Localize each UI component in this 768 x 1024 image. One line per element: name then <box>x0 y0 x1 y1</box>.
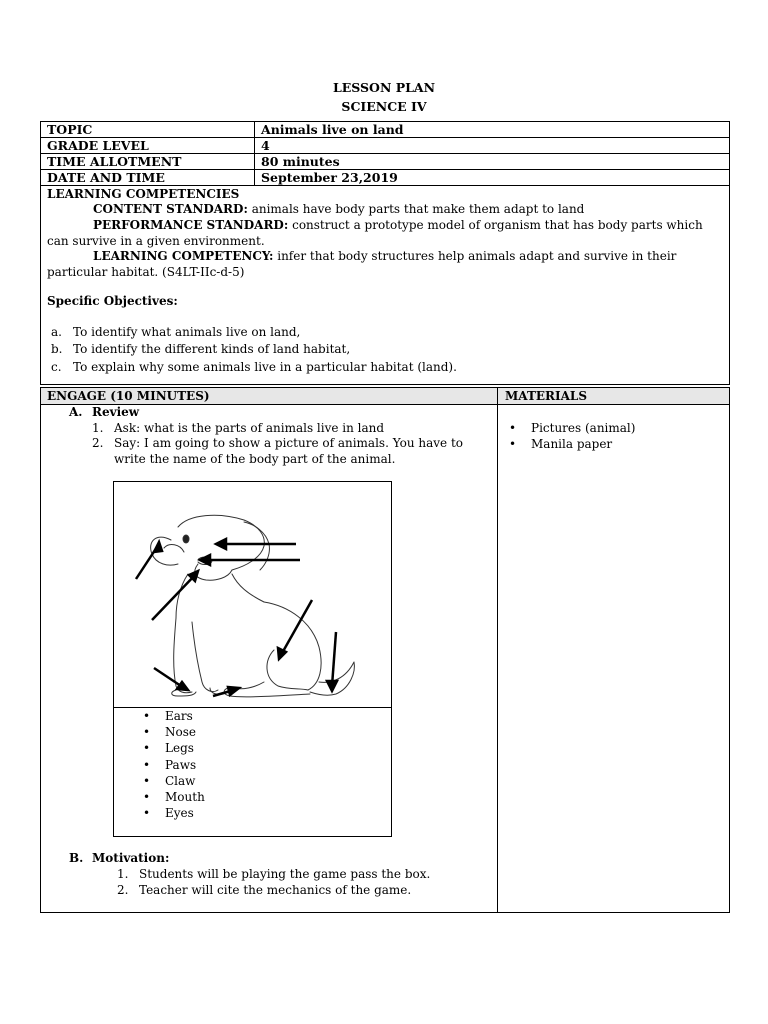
info-value: Animals live on land <box>255 122 730 138</box>
motivation-step <box>117 866 430 882</box>
dog-illustration <box>114 482 391 707</box>
material-item: • Pictures (animal) <box>505 420 635 436</box>
info-key: TIME ALLOTMENT <box>41 154 255 170</box>
objective-letter: b. <box>51 342 63 356</box>
body-part-item: • Legs <box>139 740 205 756</box>
step-text: Students will be playing the game pass the box. <box>139 867 431 881</box>
motivation-step <box>117 882 411 898</box>
objective-text: To identify what animals live on land, <box>73 325 301 339</box>
body-part-item: • Eyes <box>139 805 205 821</box>
body-part-item: • Paws <box>139 757 205 773</box>
step-number: 2. <box>92 436 104 450</box>
info-row-date-time <box>41 170 730 186</box>
objective-item <box>51 359 457 375</box>
review-step-continued: write the name of the body part of the animal. <box>114 452 396 466</box>
step-number: 2. <box>117 883 129 897</box>
info-row-topic <box>41 122 730 138</box>
body-parts-list <box>139 708 205 821</box>
performance-standard-continued: can survive in a given environment. <box>47 234 265 248</box>
engage-section <box>40 387 730 913</box>
step-text: Teacher will cite the mechanics of the game. <box>139 883 412 897</box>
info-value: 80 minutes <box>255 154 730 170</box>
material-item: • Manila paper <box>505 436 635 452</box>
objective-text: To identify the different kinds of land habitat, <box>73 342 351 356</box>
step-text: Say: I am going to show a picture of animals. You have to <box>114 436 463 450</box>
content-standard-text: animals have body parts that make them adapt to land <box>247 202 585 216</box>
content-standard <box>93 201 584 217</box>
body-parts-figure <box>113 481 392 837</box>
motivation-label <box>69 850 169 866</box>
info-key: DATE AND TIME <box>41 170 255 186</box>
engage-heading: ENGAGE (10 MINUTES) <box>47 389 210 403</box>
info-value: 4 <box>255 138 730 154</box>
performance-standard-text: construct a prototype model of organism that has body parts which <box>288 218 703 232</box>
objective-letter: c. <box>51 360 62 374</box>
body-part-item: • Nose <box>139 724 205 740</box>
performance-standard-label: PERFORMANCE STANDARD: <box>93 218 289 232</box>
body-part-item: • Ears <box>139 708 205 724</box>
body-part-item: • Mouth <box>139 789 205 805</box>
page-title: LESSON PLAN <box>332 80 436 95</box>
objective-letter: a. <box>51 325 62 339</box>
step-text: Ask: what is the parts of animals live in land <box>114 421 385 435</box>
objective-item <box>51 324 300 340</box>
info-key: GRADE LEVEL <box>41 138 255 154</box>
review-label <box>69 404 139 420</box>
objectives-heading: Specific Objectives: <box>47 294 178 308</box>
info-value: September 23,2019 <box>255 170 730 186</box>
objective-item <box>51 341 350 357</box>
info-key: TOPIC <box>41 122 255 138</box>
materials-list <box>505 420 635 452</box>
column-divider <box>497 388 498 912</box>
competencies-section <box>40 185 730 385</box>
content-standard-label: CONTENT STANDARD: <box>93 202 248 216</box>
performance-standard <box>93 217 703 233</box>
objective-text: To explain why some animals live in a particular habitat (land). <box>73 360 457 374</box>
step-number: 1. <box>117 867 129 881</box>
info-row-grade-level <box>41 138 730 154</box>
review-step <box>92 420 384 436</box>
review-letter: A. <box>69 405 83 419</box>
learning-competency-label: LEARNING COMPETENCY: <box>93 249 274 263</box>
arrow-group <box>136 539 337 696</box>
materials-heading: MATERIALS <box>505 389 588 403</box>
lesson-info-table <box>40 121 730 186</box>
dog-drawing <box>151 515 355 697</box>
body-part-item: • Claw <box>139 773 205 789</box>
learning-competency-continued: particular habitat. (S4LT-IIc-d-5) <box>47 265 245 279</box>
page-subtitle: SCIENCE IV <box>341 99 427 114</box>
step-number: 1. <box>92 421 104 435</box>
motivation-text: Motivation: <box>92 851 170 865</box>
review-step <box>92 435 463 451</box>
learning-competency <box>93 248 676 264</box>
review-text: Review <box>92 405 140 419</box>
learning-competency-text: infer that body structures help animals adapt and survive in their <box>273 249 677 263</box>
motivation-letter: B. <box>69 851 84 865</box>
competencies-heading: LEARNING COMPETENCIES <box>47 187 240 201</box>
info-row-time-allotment <box>41 154 730 170</box>
